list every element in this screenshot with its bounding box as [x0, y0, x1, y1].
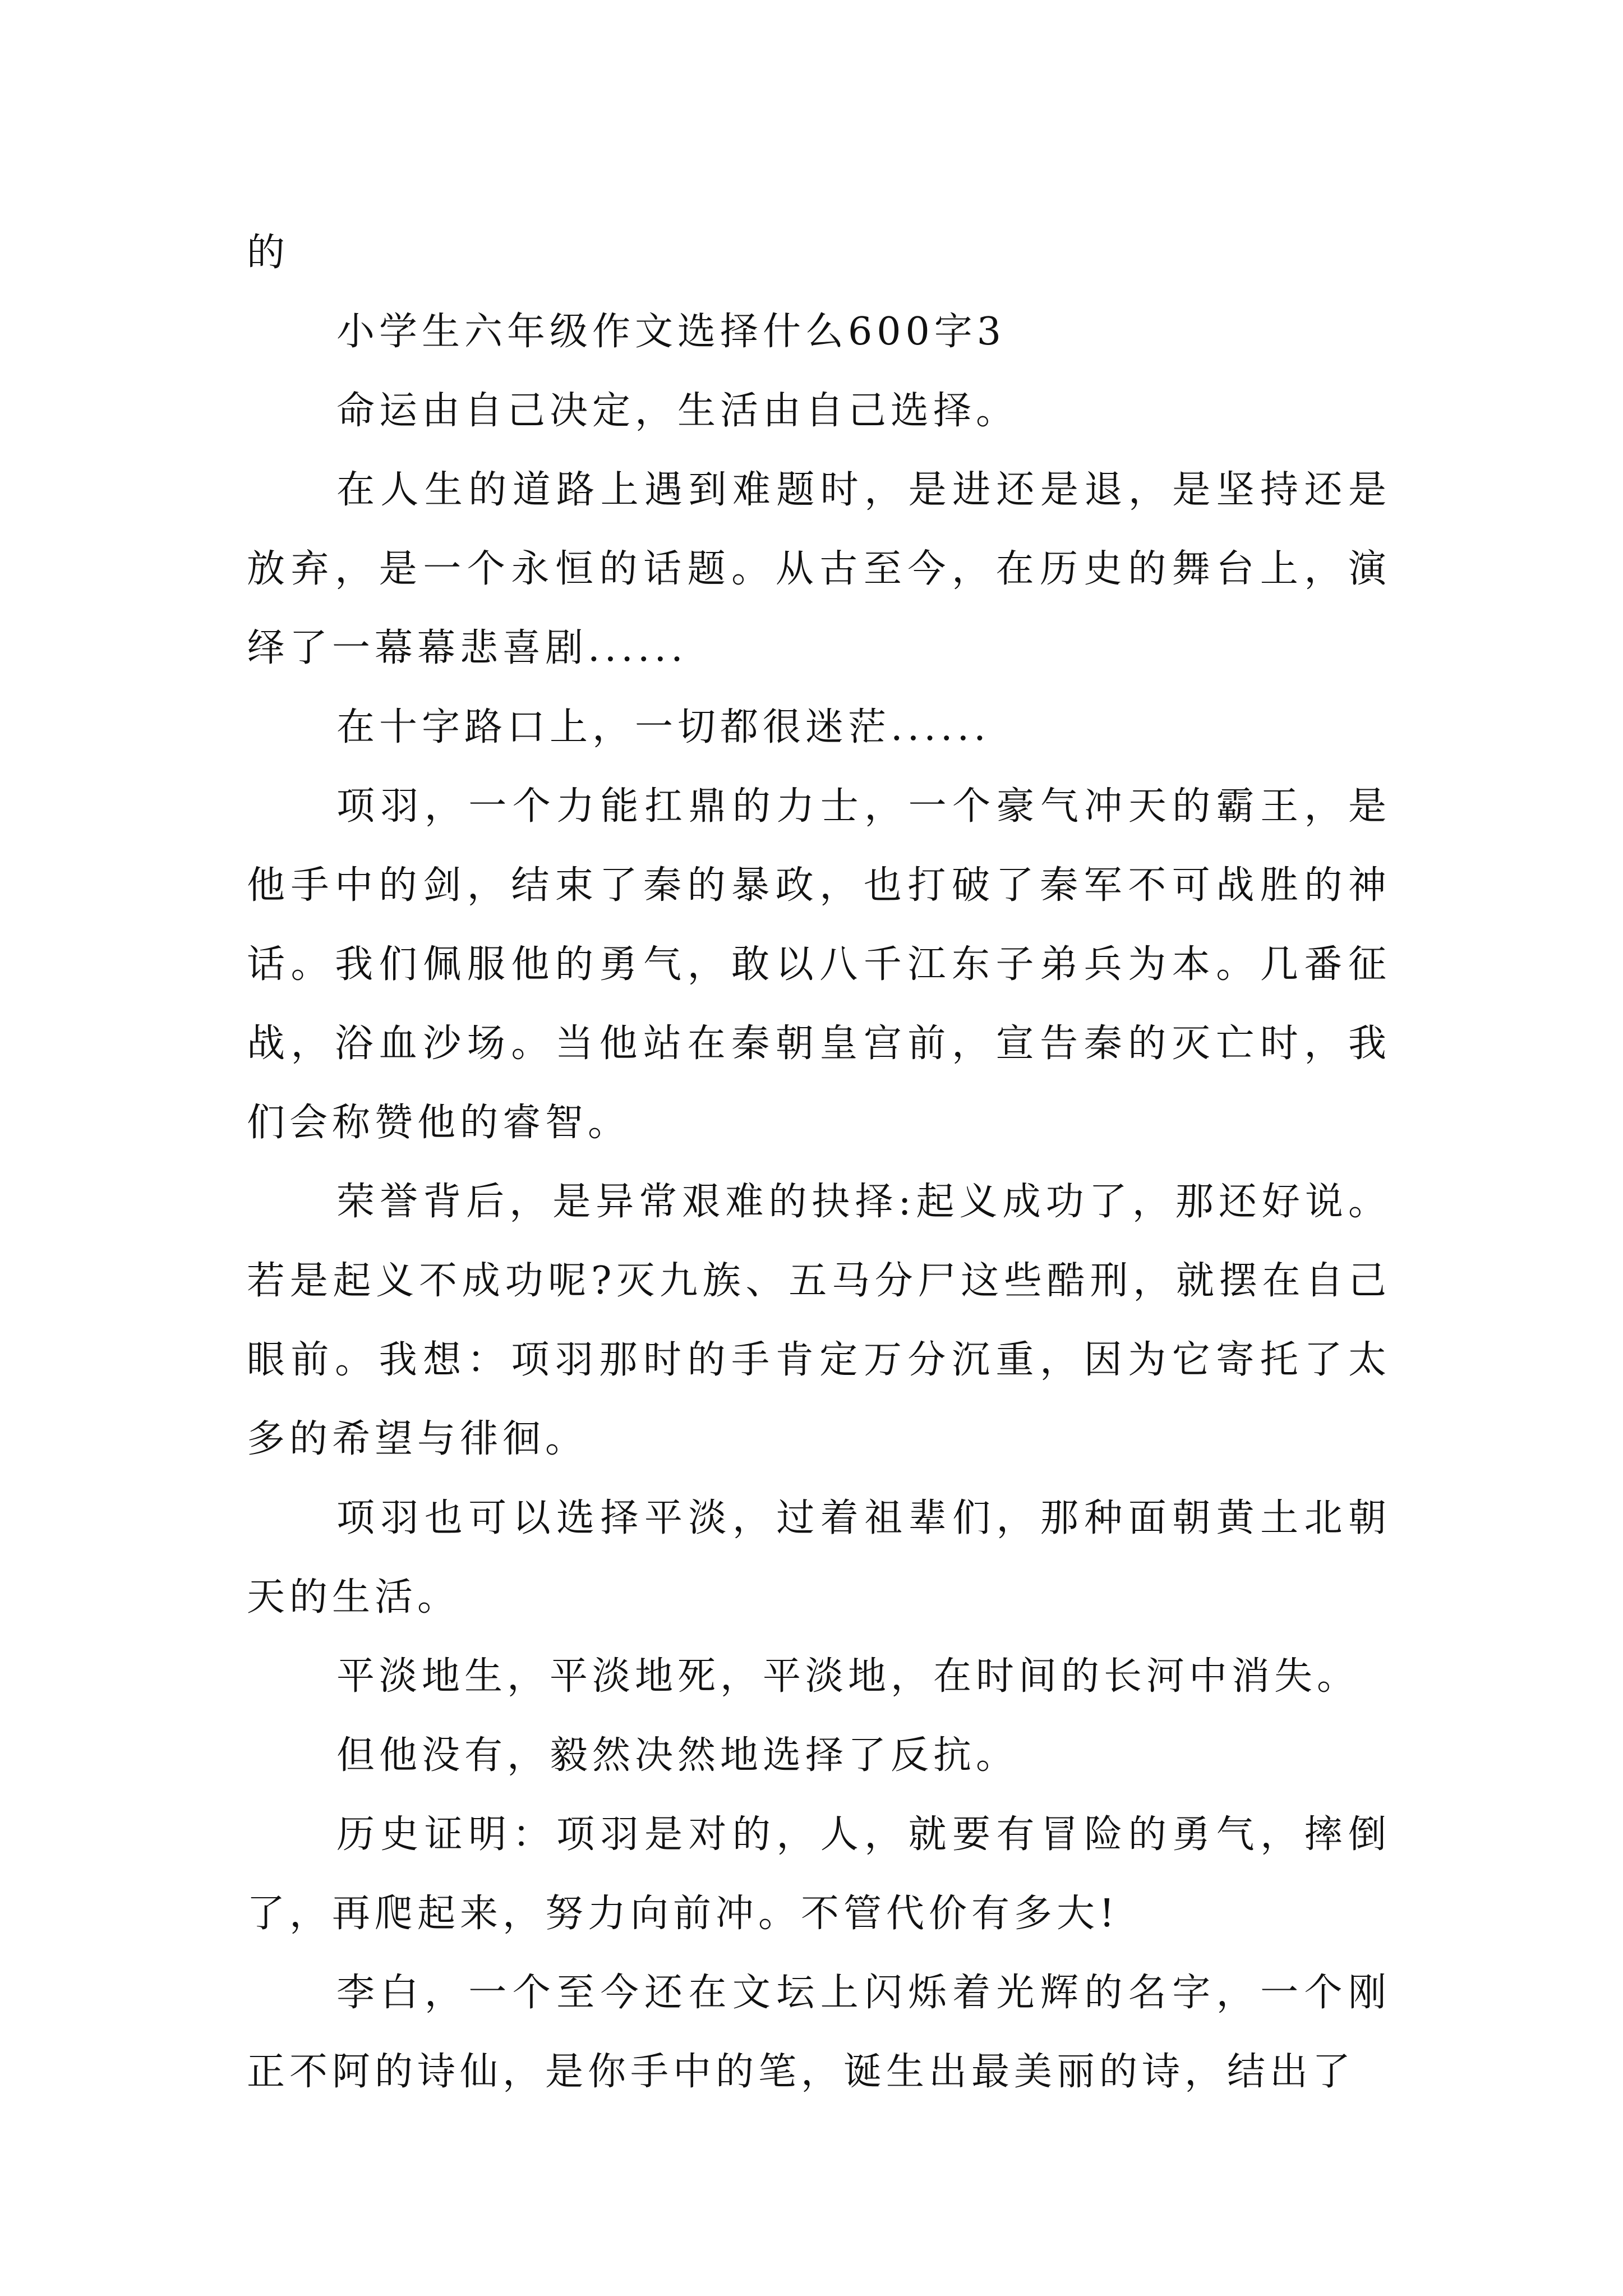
paragraph: 平淡地生，平淡地死，平淡地，在时间的长河中消失。: [336, 1654, 1360, 1699]
document-body: [247, 213, 1391, 2111]
paragraph: 在十字路口上，一切都很迷茫......: [336, 705, 990, 749]
paragraph: 在人生的道路上遇到难题时，是进还是退，是坚持还是放弃，是一个永恒的话题。从古至今，在历史的舞台上，演绎了一幕幕悲喜剧......: [247, 468, 1391, 670]
paragraph: 项羽，一个力能扛鼎的力士，一个豪气冲天的霸王，是他手中的剑，结束了秦的暴政，也打破了秦军不可战胜的神话。我们佩服他的勇气，敢以八千江东子弟兵为本。几番征战，浴血沙场。当他站在秦朝皇宫前，宣告秦的灭亡时，我们会称赞他的睿智。: [247, 784, 1391, 1145]
essay-title: 小学生六年级作文选择什么600字3: [336, 310, 1006, 354]
paragraph: 历史证明：项羽是对的，人，就要有冒险的勇气，摔倒了，再爬起来，努力向前冲。不管代价有多大!: [247, 1812, 1391, 1936]
paragraph-continuation: 的: [247, 231, 290, 275]
paragraph: 李白，一个至今还在文坛上闪烁着光辉的名字，一个刚正不阿的诗仙，是你手中的笔，诞生出最美丽的诗，结出了: [247, 1971, 1391, 2094]
paragraph: 但他没有，毅然决然地选择了反抗。: [336, 1733, 1019, 1778]
paragraph: 命运由自己决定，生活由自己选择。: [336, 389, 1019, 433]
paragraph: 荣誉背后，是异常艰难的抉择:起义成功了，那还好说。若是起义不成功呢?灭九族、五马分尸这些酷刑，就摆在自己眼前。我想：项羽那时的手肯定万分沉重，因为它寄托了太多的希望与徘徊。: [247, 1180, 1391, 1461]
paragraph: 项羽也可以选择平淡，过着祖辈们，那种面朝黄土北朝天的生活。: [247, 1496, 1391, 1619]
